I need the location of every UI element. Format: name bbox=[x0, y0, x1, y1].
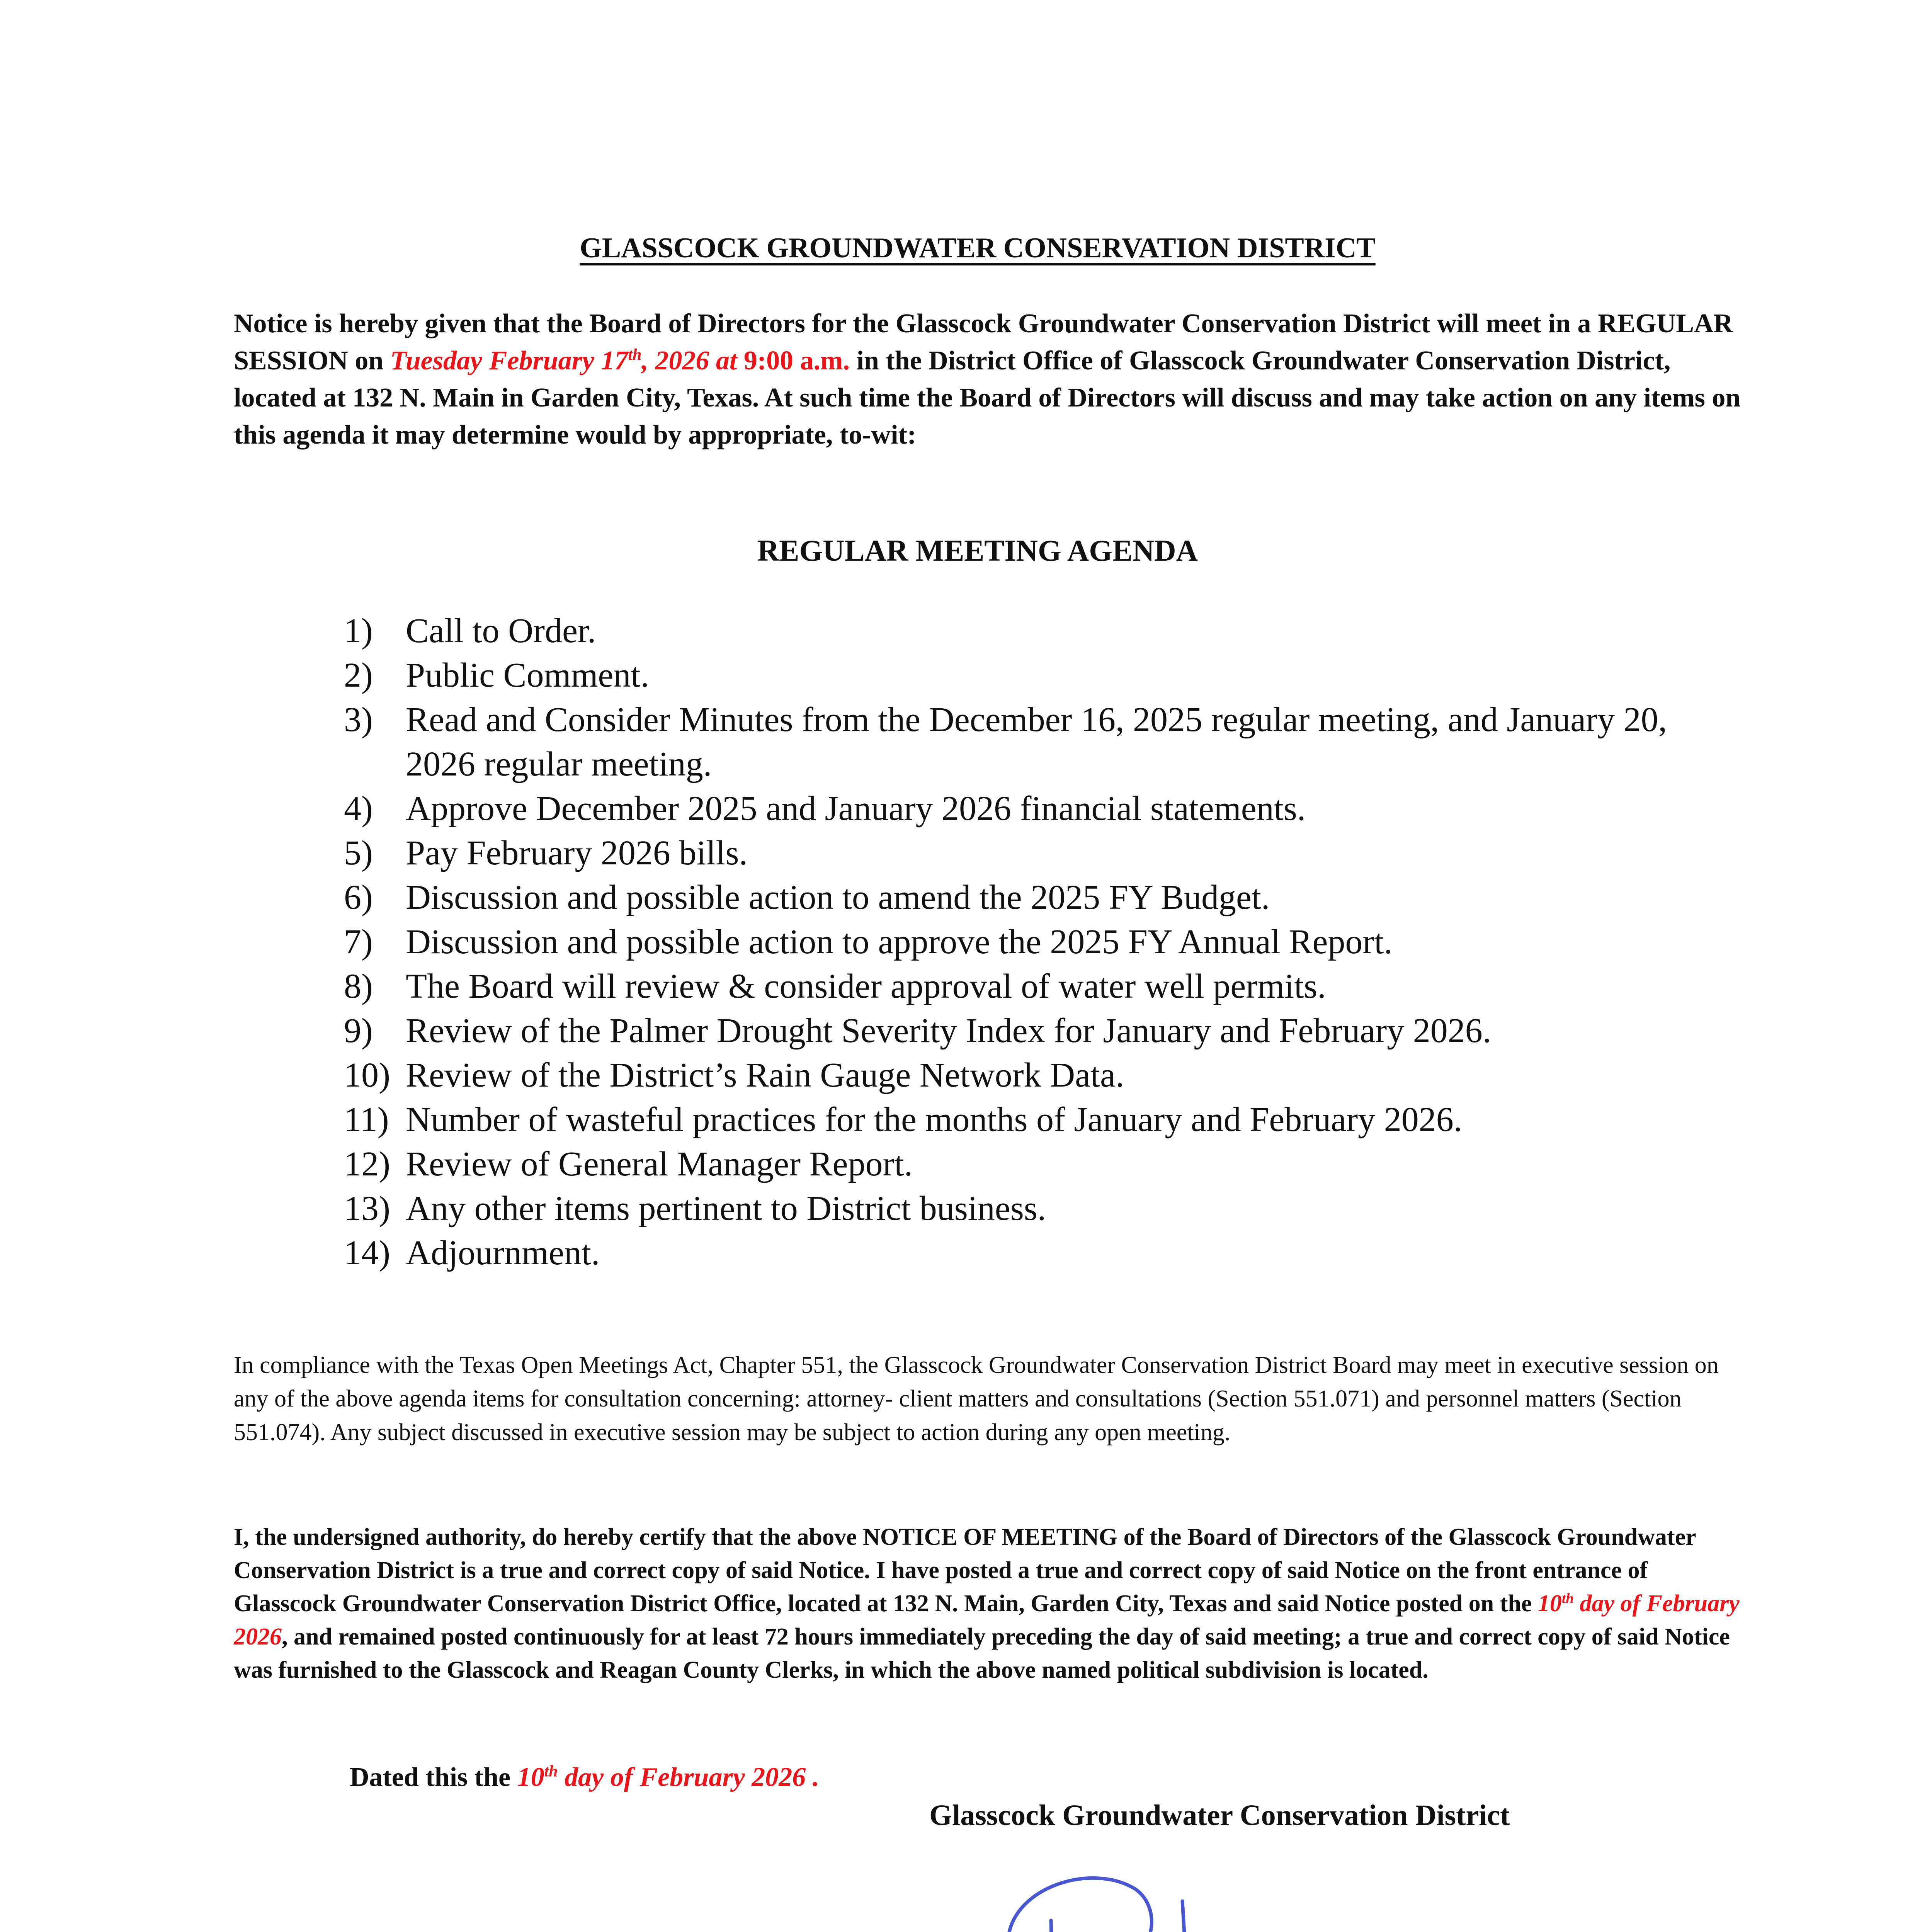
agenda-item: 13) Any other items pertinent to District business. bbox=[344, 1189, 1046, 1228]
agenda-item: 12) Review of General Manager Report. bbox=[344, 1145, 913, 1183]
notice-text-part1: Notice is hereby given that the Board of Directors for the Glasscock Groundwater Conservation District will meet in a REGULAR SESSION on bbox=[234, 309, 1733, 376]
agenda-item: 9) Review of the Palmer Drought Severity Index for January and February 2026. bbox=[344, 1012, 1492, 1050]
manager-signature bbox=[966, 1847, 1468, 1932]
agenda-item: 11) Number of wasteful practices for the months of January and February 2026. bbox=[344, 1100, 1463, 1139]
signature-organization: Glasscock Groundwater Conservation District bbox=[929, 1799, 1510, 1832]
meeting-date: Tuesday February 17th, 2026 at bbox=[390, 346, 744, 376]
agenda-item: 14) Adjournment. bbox=[344, 1234, 600, 1272]
district-title: GLASSCOCK GROUNDWATER CONSERVATION DISTRICT bbox=[580, 232, 1376, 264]
agenda-item: 4) Approve December 2025 and January 2026 financial statements. bbox=[344, 789, 1306, 828]
certification-paragraph: I, the undersigned authority, do hereby certify that the above NOTICE OF MEETING of the Board of Directors of the Glasscock Groundwater Conservation District is a true and correct copy of said Notice. I have posted a true and correct copy of said Notice on the front entrance of Glasscock Groundwater Conservation District Office, located at 132 N. Main, Garden City, Texas and said Notice posted on the 10th day of February 2026, and remained posted continuously for at least 72 hours immediately preceding the day of said meeting; a true and correct copy of said Notice was furnished to the Glasscock and Reagan County Clerks, in which the above named political subdivision is located. bbox=[234, 1524, 1740, 1683]
agenda-item: 3) Read and Consider Minutes from the December 16, 2025 regular meeting, and January 20, 2026 regular meeting. bbox=[344, 701, 1667, 783]
agenda-item: 1) Call to Order. bbox=[344, 612, 596, 650]
agenda-item: 8) The Board will review & consider approval of water well permits. bbox=[344, 967, 1326, 1005]
dated-date: 10th day of February 2026 . bbox=[517, 1762, 820, 1792]
meeting-notice-paragraph bbox=[234, 305, 1741, 454]
agenda-item: 6) Discussion and possible action to amend the 2025 FY Budget. bbox=[344, 878, 1270, 917]
notice-text-part2: in the District Office of Glasscock Groundwater Conservation District, located at 132 N. Main in Garden City, Texas. At such time the Board of Directors will discuss and may take action on any items on this agenda it may determine would by appropriate, to-wit: bbox=[234, 346, 1741, 450]
agenda-item: 7) Discussion and possible action to approve the 2025 FY Annual Report. bbox=[344, 923, 1393, 961]
open-meetings-compliance-paragraph: In compliance with the Texas Open Meetings Act, Chapter 551, the Glasscock Groundwater Conservation District Board may meet in executive session on any of the above agenda items for consultation concerning: attorney- client matters and consultations (Section 551.071) and personnel matters (Section 551.074). Any subject discussed in executive session may be subject to action during any open meeting. bbox=[234, 1352, 1719, 1446]
agenda-item: 10) Review of the District’s Rain Gauge Network Data. bbox=[344, 1056, 1124, 1094]
agenda-item: 2) Public Comment. bbox=[344, 656, 649, 694]
agenda-list bbox=[344, 609, 1696, 1275]
meeting-time: 9:00 a.m. bbox=[743, 346, 850, 376]
posted-date: 10th day of February 2026 bbox=[234, 1590, 1740, 1650]
agenda-item: 5) Pay February 2026 bills. bbox=[344, 834, 748, 872]
agenda-heading: REGULAR MEETING AGENDA bbox=[757, 534, 1198, 567]
dated-line: Dated this the 10th day of February 2026 . bbox=[350, 1762, 820, 1792]
